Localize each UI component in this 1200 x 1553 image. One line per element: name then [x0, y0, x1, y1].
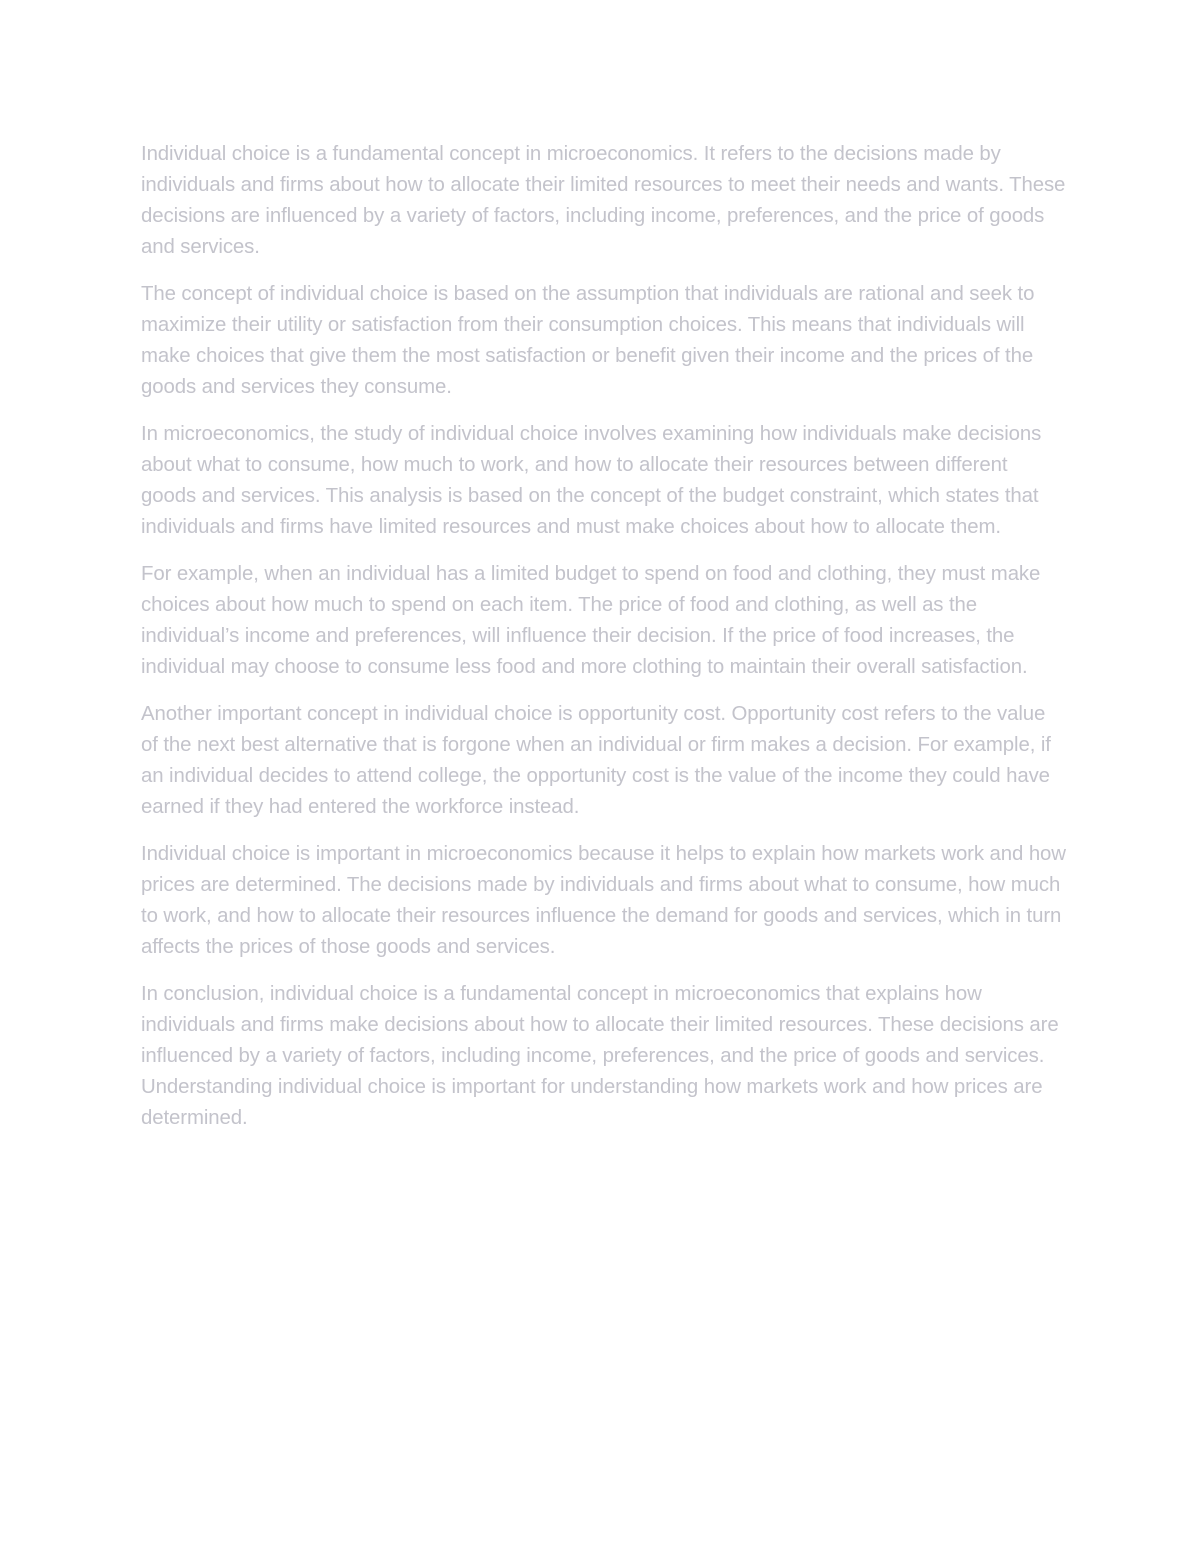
paragraph-3: In microeconomics, the study of individual choice involves examining how individuals make decisions about what to consume, how much to work, and how to allocate their resources between different goods and services. This analysis is based on the concept of the budget constraint, which states that individuals and firms have limited resources and must make choices about how to allocate them. [141, 423, 1042, 538]
document-body [141, 139, 1066, 1150]
paragraph-4: For example, when an individual has a limited budget to spend on food and clothing, they must make choices about how much to spend on each item. The price of food and clothing, as well as the individual’s income and preferences, will influence their decision. If the price of food increases, the individual may choose to consume less food and more clothing to maintain their overall satisfaction. [141, 563, 1041, 678]
paragraph-2: The concept of individual choice is based on the assumption that individuals are rational and seek to maximize their utility or satisfaction from their consumption choices. This means that individuals will make choices that give them the most satisfaction or benefit given their income and the prices of the goods and services they consume. [141, 283, 1035, 398]
paragraph-7: In conclusion, individual choice is a fundamental concept in microeconomics that explains how individuals and firms make decisions about how to allocate their limited resources. These decisions are influenced by a variety of factors, including income, preferences, and the price of goods and services. Understanding individual choice is important for understanding how markets work and how prices are determined. [141, 983, 1059, 1129]
paragraph-1: Individual choice is a fundamental concept in microeconomics. It refers to the decisions made by individuals and firms about how to allocate their limited resources to meet their needs and wants. These decisions are influenced by a variety of factors, including income, preferences, and the price of goods and services. [141, 143, 1066, 258]
paragraph-6: Individual choice is important in microeconomics because it helps to explain how markets work and how prices are determined. The decisions made by individuals and firms about what to consume, how much to work, and how to allocate their resources influence the demand for goods and services, which in turn affects the prices of those goods and services. [141, 843, 1066, 958]
paragraph-5: Another important concept in individual choice is opportunity cost. Opportunity cost refers to the value of the next best alternative that is forgone when an individual or firm makes a decision. For example, if an individual decides to attend college, the opportunity cost is the value of the income they could have earned if they had entered the workforce instead. [141, 703, 1051, 818]
